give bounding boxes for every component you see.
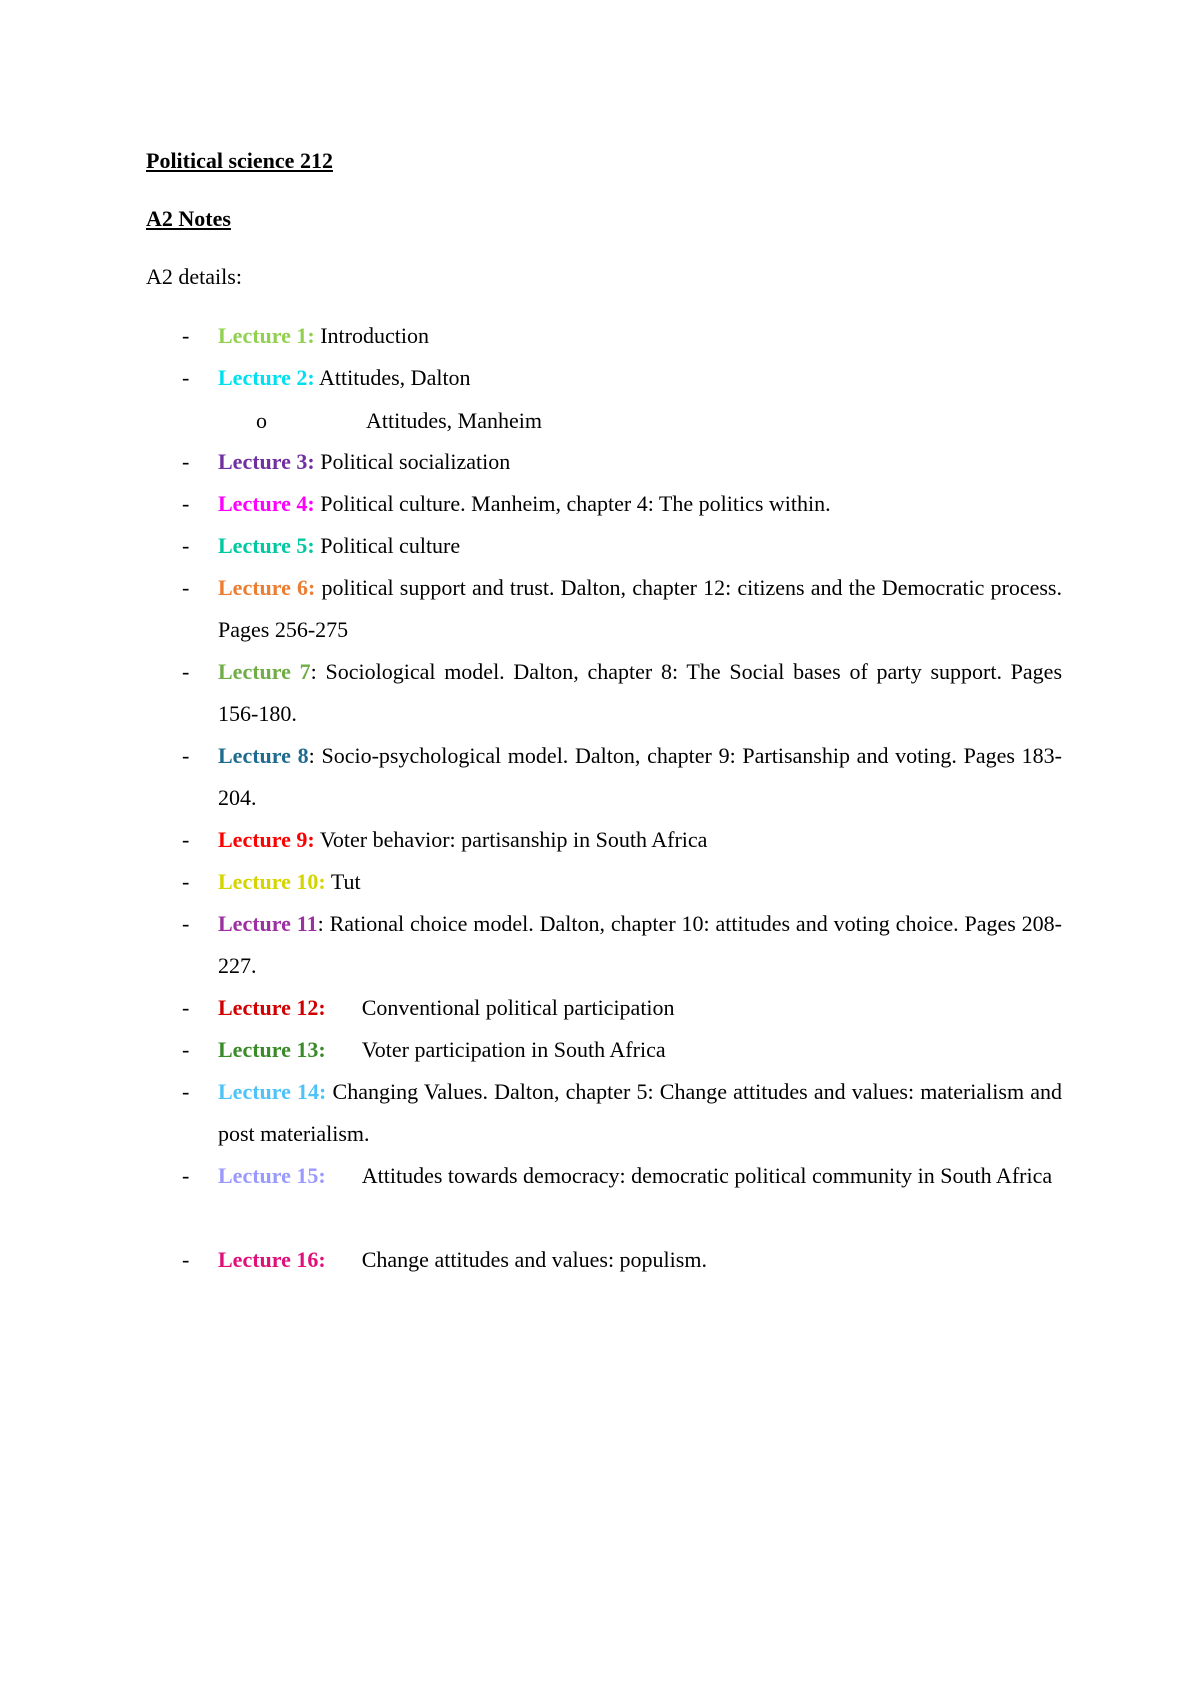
lecture-label: Lecture 16: <box>218 1247 326 1272</box>
lecture-text: : Sociological model. Dalton, chapter 8: The Social bases of party support. Pages 156-180. <box>218 659 1062 726</box>
lecture-text: Conventional political participation <box>361 995 675 1020</box>
lecture-label: Lecture 9: <box>218 827 315 852</box>
lecture-text: Attitudes, Dalton <box>314 365 471 390</box>
bullet-dash: - <box>182 575 190 600</box>
bullet-dash: - <box>182 1037 190 1062</box>
lecture-label: Lecture 6: <box>218 575 316 600</box>
lecture-text: : Socio-psychological model. Dalton, chapter 9: Partisanship and voting. Pages 183-204. <box>218 743 1062 810</box>
bullet-dash: - <box>182 911 190 936</box>
lecture-text: Political culture <box>314 533 461 558</box>
sub-item-text: Attitudes, Manheim <box>366 408 542 433</box>
list-item <box>182 819 1062 861</box>
list-item <box>182 987 1062 1029</box>
list-item <box>182 1239 1062 1281</box>
lecture-text: Political culture. Manheim, chapter 4: The politics within. <box>314 491 831 516</box>
lecture-label: Lecture 10: <box>218 869 326 894</box>
list-item <box>182 483 1062 525</box>
lecture-label: Lecture 1: <box>218 323 315 348</box>
section-heading: A2 Notes <box>146 206 231 231</box>
lecture-label: Lecture 5: <box>218 533 315 558</box>
bullet-dash: - <box>182 491 190 516</box>
list-item <box>182 357 1062 399</box>
list-item <box>182 903 1062 987</box>
lecture-text: Tut <box>325 869 361 894</box>
lecture-label: Lecture 13: <box>218 1037 326 1062</box>
list-item <box>182 315 1062 357</box>
bullet-dash: - <box>182 449 190 474</box>
bullet-dash: - <box>182 365 190 390</box>
bullet-dash: - <box>182 1079 190 1104</box>
intro-text: A2 details: <box>146 264 242 289</box>
lecture-label: Lecture 14: <box>218 1079 327 1104</box>
lecture-text: Voter participation in South Africa <box>361 1037 666 1062</box>
bullet-dash: - <box>182 995 190 1020</box>
list-item <box>182 1029 1062 1071</box>
lecture-text: political support and trust. Dalton, chapter 12: citizens and the Democratic process. Pages 256-275 <box>218 575 1062 642</box>
list-item <box>182 441 1062 483</box>
lecture-text: Change attitudes and values: populism. <box>361 1247 707 1272</box>
list-item <box>182 1155 1062 1197</box>
bullet-dash: - <box>182 869 190 894</box>
lecture-label: Lecture 3: <box>218 449 315 474</box>
lecture-label: Lecture 4: <box>218 491 315 516</box>
lecture-text: Voter behavior: partisanship in South Africa <box>314 827 708 852</box>
list-item <box>182 861 1062 903</box>
bullet-dash: - <box>182 659 190 684</box>
lecture-label: Lecture 12: <box>218 995 326 1020</box>
sub-bullet: o <box>256 408 267 433</box>
list-item <box>182 525 1062 567</box>
lecture-text: Changing Values. Dalton, chapter 5: Change attitudes and values: materialism and post materialism. <box>218 1079 1062 1146</box>
list-item <box>182 567 1062 651</box>
lecture-label: Lecture 11 <box>218 911 318 936</box>
list-item <box>182 1071 1062 1155</box>
bullet-dash: - <box>182 1163 190 1188</box>
lecture-label: Lecture 7 <box>218 659 311 684</box>
lecture-label: Lecture 2: <box>218 365 315 390</box>
document-title: Political science 212 <box>146 148 333 173</box>
list-item <box>182 735 1062 819</box>
lecture-text: Attitudes towards democracy: democratic political community in South Africa <box>361 1163 1053 1188</box>
list-item <box>182 651 1062 735</box>
lecture-label: Lecture 8 <box>218 743 309 768</box>
bullet-dash: - <box>182 743 190 768</box>
bullet-dash: - <box>182 533 190 558</box>
lecture-text: Political socialization <box>314 449 511 474</box>
bullet-dash: - <box>182 323 190 348</box>
lecture-text: Introduction <box>314 323 429 348</box>
bullet-dash: - <box>182 827 190 852</box>
lecture-label: Lecture 15: <box>218 1163 326 1188</box>
bullet-dash: - <box>182 1247 190 1272</box>
lecture-text: : Rational choice model. Dalton, chapter 10: attitudes and voting choice. Pages 208-227. <box>218 911 1063 978</box>
